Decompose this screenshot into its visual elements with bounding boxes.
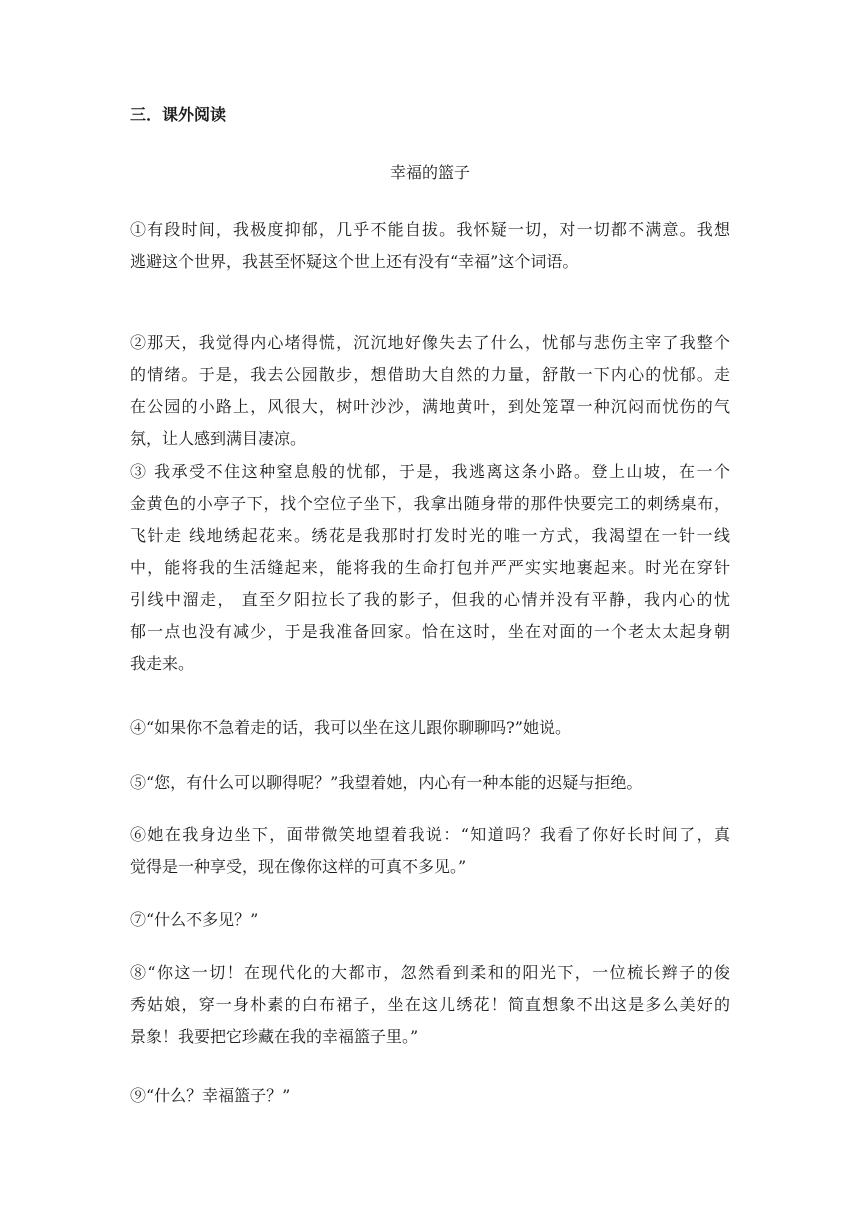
- paragraph-line: 的情绪。于是，我去公园散步，想借助大自然的力量，舒散一下内心的忧郁。走: [130, 365, 730, 384]
- paragraph-line: ①有段时间，我极度抑郁，几乎不能自拔。我怀疑一切，对一切都不满意。我想: [130, 220, 730, 239]
- paragraph-line: 秀姑娘，穿一身朴素的白布裙子，坐在这儿绣花！简直想象不出这是多么美好的: [130, 995, 730, 1014]
- paragraph-line: ⑧“你这一切！在现代化的大都市，忽然看到柔和的阳光下，一位梳长辫子的俊: [130, 963, 730, 982]
- paragraph: [130, 904, 730, 936]
- paragraph: [130, 214, 730, 278]
- paragraph-line: 中，能将我的生活缝起来，能将我的生命打包并严严实实地裹起来。时光在穿针: [130, 558, 730, 577]
- section-heading: 三．课外阅读: [130, 105, 227, 124]
- paragraph-line: 金黄色的小亭子下，找个空位子坐下，我拿出随身带的那件快要完工的刺绣桌布，: [130, 494, 730, 513]
- paragraph: [130, 819, 730, 883]
- paragraph-line: 在公园的小路上，风很大，树叶沙沙，满地黄叶，到处笼罩一种沉闷而忧伤的气: [130, 397, 730, 416]
- paragraph-line: 逃避这个世界，我甚至怀疑这个世上还有没有“幸福”这个词语。: [130, 252, 579, 271]
- article-title: 幸福的篮子: [389, 163, 470, 182]
- paragraph-line: ⑤“您，有什么可以聊得呢？”我望着她，内心有一种本能的迟疑与拒绝。: [130, 773, 643, 792]
- paragraph-line: ④“如果你不急着走的话，我可以坐在这儿跟你聊聊吗?”她说。: [130, 718, 571, 737]
- paragraph-line: 郁一点也没有减少，于是我准备回家。恰在这时，坐在对面的一个老太太起身朝: [130, 622, 730, 641]
- paragraph-line: 觉得是一种享受，现在像你这样的可真不多见。”: [130, 857, 467, 876]
- paragraph-line: ②那天，我觉得内心堵得慌，沉沉地好像失去了什么，忧郁与悲伤主宰了我整个: [130, 333, 730, 352]
- paragraph-line: 我走来。: [130, 654, 195, 673]
- paragraph: [130, 957, 730, 1053]
- paragraph-line: ⑥她在我身边坐下，面带微笑地望着我说：“知道吗？我看了你好长时间了，真: [130, 825, 730, 844]
- paragraph: [130, 327, 730, 455]
- paragraph-line: ③ 我承受不住这种窒息般的忧郁，于是，我逃离这条小路。登上山坡，在一个: [130, 462, 730, 481]
- paragraph: [130, 767, 730, 799]
- paragraph: [130, 456, 730, 680]
- paragraph-line: ⑦“什么不多见？”: [130, 910, 259, 929]
- paragraph: [130, 1080, 730, 1112]
- paragraph-line: 氛，让人感到满目凄凉。: [130, 429, 307, 448]
- paragraph-line: 飞针走 线地绣起花来。绣花是我那时打发时光的唯一方式，我渴望在一针一线: [130, 526, 730, 545]
- paragraph-line: ⑨“什么？幸福篮子？”: [130, 1086, 291, 1105]
- paragraph: [130, 712, 730, 744]
- paragraph-line: 景象！我要把它珍藏在我的幸福篮子里。”: [130, 1027, 419, 1046]
- paragraph-line: 引线中溜走， 直至夕阳拉长了我的影子，但我的心情并没有平静，我内心的忧: [130, 590, 730, 609]
